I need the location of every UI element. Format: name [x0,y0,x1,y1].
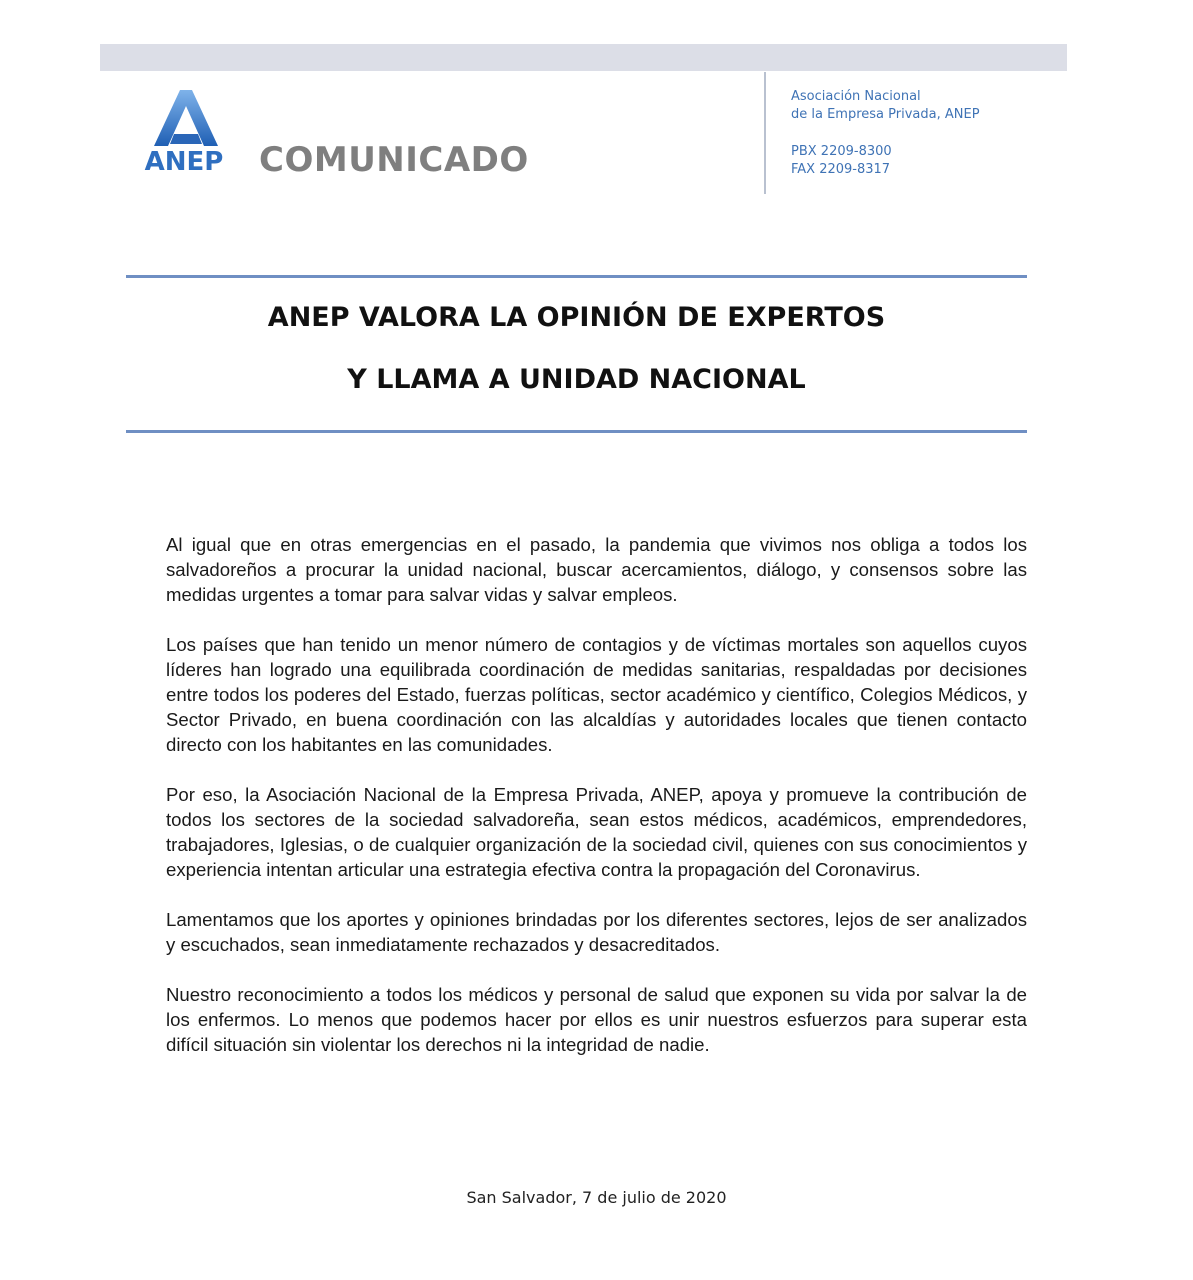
paragraph: Nuestro reconocimiento a todos los médicos y personal de salud que exponen su vida por salvar la de los enfermos. Lo menos que podemos hacer por ellos es unir nuestros esfuerzos para superar esta difícil situación sin violentar los derechos ni la integridad de nadie. [166,984,1027,1055]
contact-block [791,88,980,179]
fax-number: FAX 2209-8317 [791,162,891,177]
headline-rule-bottom [126,430,1027,433]
paragraph: Lamentamos que los aportes y opiniones brindadas por los diferentes sectores, lejos de ser analizados y escuchados, sean inmediatamente rechazados y desacreditados. [166,909,1027,955]
headline-rule-top [126,275,1027,278]
paragraph: Al igual que en otras emergencias en el pasado, la pandemia que vivimos nos obliga a todos los salvadoreños a procurar la unidad nacional, buscar acercamientos, diálogo, y consensos sobre las medidas urgentes a tomar para salvar vidas y salvar empleos. [166,534,1027,605]
headline-line1: ANEP VALORA LA OPINIÓN DE EXPERTOS [267,302,886,333]
header-band [100,44,1067,71]
headline-line2: Y LLAMA A UNIDAD NACIONAL [347,364,806,395]
phone-number: PBX 2209-8300 [791,144,892,159]
place-date: San Salvador, 7 de julio de 2020 [466,1188,727,1207]
body-text [166,532,1027,1082]
org-name-line2: de la Empresa Privada, ANEP [791,107,980,122]
org-name-line1: Asociación Nacional [791,89,921,104]
paragraph: Por eso, la Asociación Nacional de la Empresa Privada, ANEP, apoya y promueve la contribución de todos los sectores de la sociedad salvadoreña, sean estos médicos, académicos, emprendedores, trabajadores, Iglesias, o de cualquier organización de la sociedad civil, quienes con sus conocimientos y experiencia intentan articular una estrategia efectiva contra la propagación del Coronavirus. [166,784,1027,880]
paragraph: Los países que han tenido un menor número de contagios y de víctimas mortales son aquellos cuyos líderes han logrado una equilibrada coordinación de medidas sanitarias, respaldadas por decisiones entre todos los poderes del Estado, fuerzas políticas, sector académico y científico, Colegios Médicos, y Sector Privado, en buena coordinación con las alcaldías y autoridades locales que tienen contacto directo con los habitantes en las comunidades. [166,634,1027,755]
anep-logo [134,88,234,174]
header-divider [764,72,766,194]
svg-text:ANEP: ANEP [144,147,224,174]
document-label: COMUNICADO [259,140,529,180]
